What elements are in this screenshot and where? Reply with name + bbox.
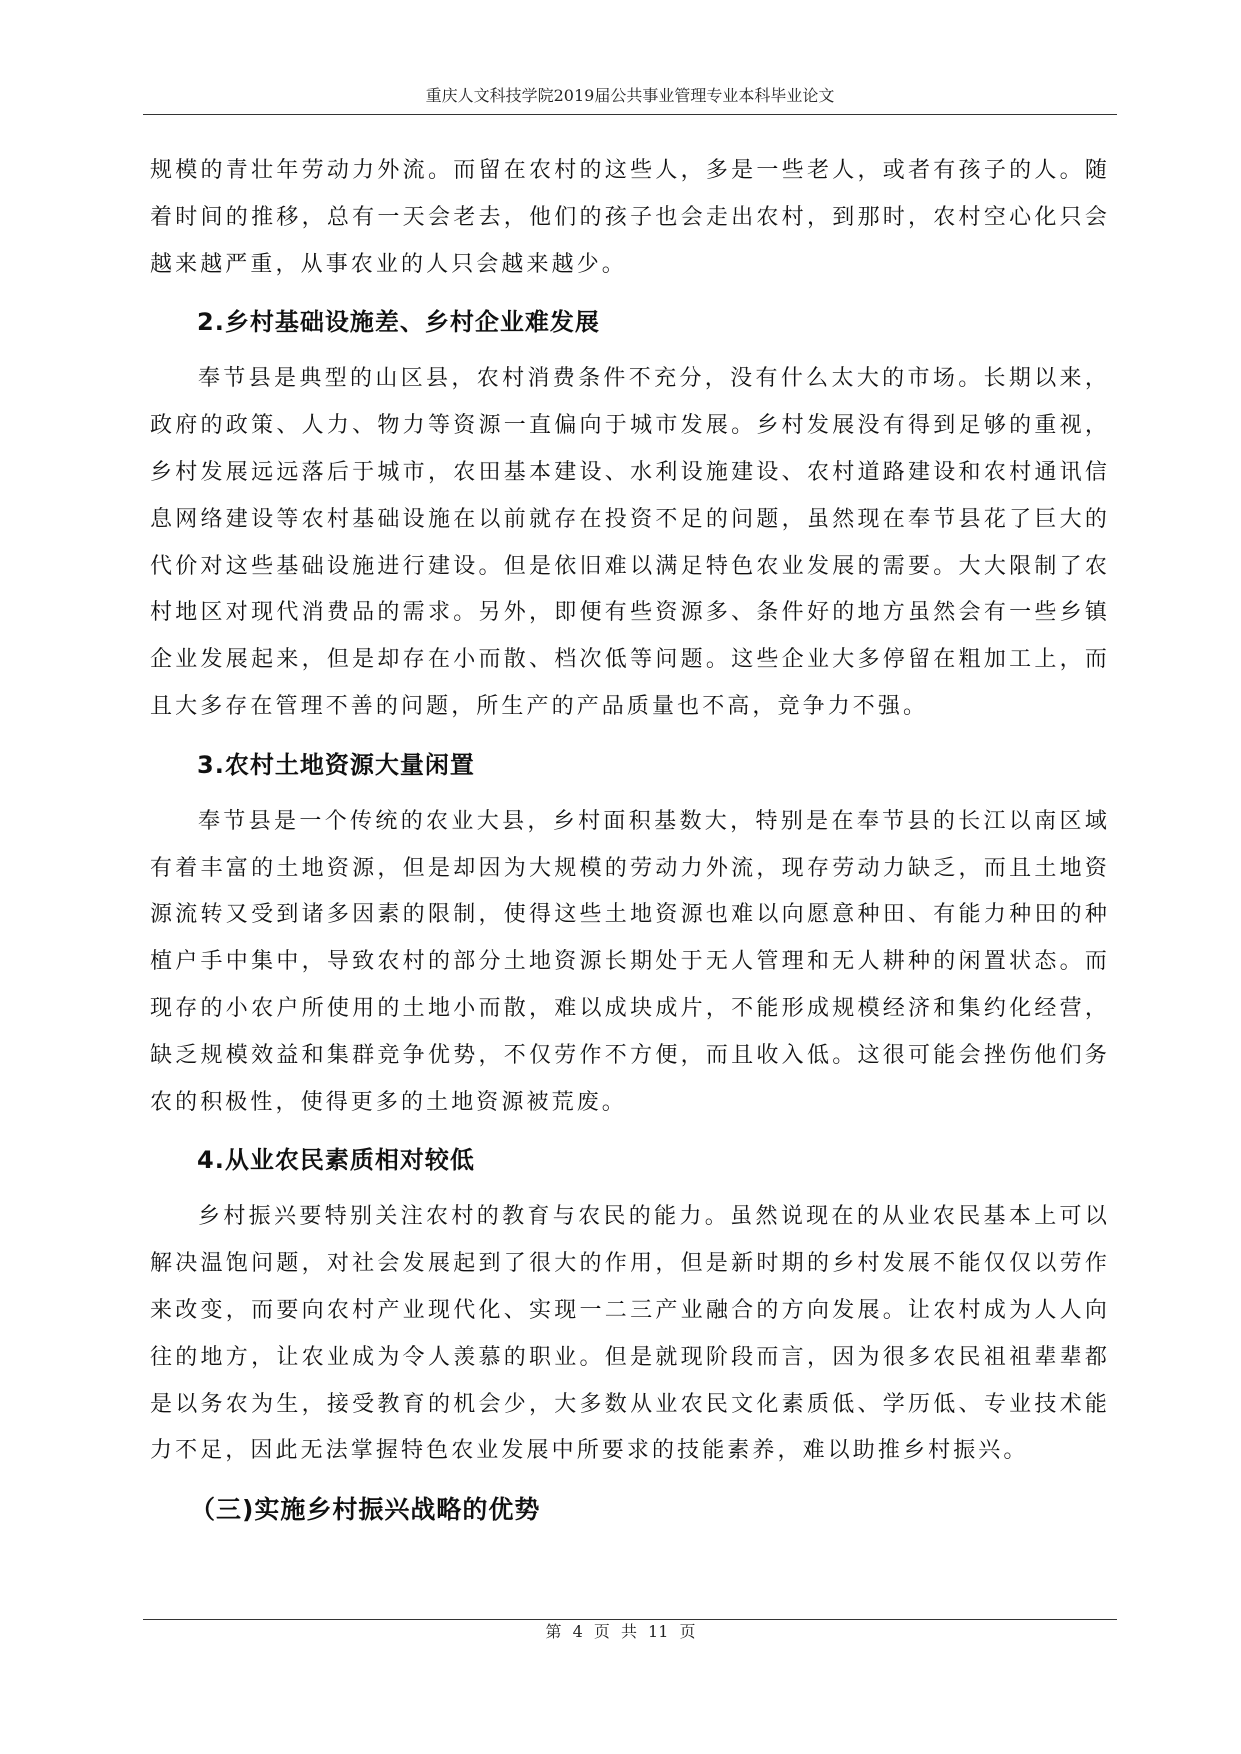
section-heading-advantages: （三)实施乡村振兴战略的优势: [190, 1495, 541, 1525]
page-header: 重庆人文科技学院2019届公共事业管理专业本科毕业论文: [143, 86, 1117, 115]
subheading-infrastructure: 2.乡村基础设施差、乡村企业难发展: [197, 308, 600, 337]
page-number-footer: 第 4 页 共 11 页: [545, 1622, 696, 1641]
footer-divider: [143, 1619, 1117, 1620]
paragraph-farmer-quality: 乡村振兴要特别关注农村的教育与农民的能力。虽然说现在的从业农民基本上可以解决温饱问题，对社会发展起到了很大的作用，但是新时期的乡村发展不能仅仅以劳作来改变，而要向农村产业现代化、实现一二三产业融合的方向发展。让农村成为人人向往的地方，让农业成为令人羡慕的职业。但是就现阶段而言，因为很多农民祖祖辈辈都是以务农为生，接受教育的机会少，大多数从业农民文化素质低、学历低、专业技术能力不足，因此无法掌握特色农业发展中所要求的技能素养，难以助推乡村振兴。: [150, 1204, 1110, 1464]
paragraph-infrastructure: 奉节县是典型的山区县，农村消费条件不充分，没有什么太大的市场。长期以来，政府的政策、人力、物力等资源一直偏向于城市发展。乡村发展没有得到足够的重视，乡村发展远远落后于城市，农田基本建设、水利设施建设、农村道路建设和农村通讯信息网络建设等农村基础设施在以前就存在投资不足的问题，虽然现在奉节县花了巨大的代价对这些基础设施进行建设。但是依旧难以满足特色农业发展的需要。大大限制了农村地区对现代消费品的需求。另外，即便有些资源多、条件好的地方虽然会有一些乡镇企业发展起来，但是却存在小而散、档次低等问题。这些企业大多停留在粗加工上，而且大多存在管理不善的问题，所生产的产品质量也不高，竞争力不强。: [150, 366, 1110, 719]
paragraph-continued: 规模的青壮年劳动力外流。而留在农村的这些人，多是一些老人，或者有孩子的人。随着时间的推移，总有一天会老去，他们的孩子也会走出农村，到那时，农村空心化只会越来越严重，从事农业的人只会越来越少。: [150, 158, 1110, 277]
paragraph-idle-land: 奉节县是一个传统的农业大县，乡村面积基数大，特别是在奉节县的长江以南区域有着丰富的土地资源，但是却因为大规模的劳动力外流，现存劳动力缺乏，而且土地资源流转又受到诸多因素的限制，使得这些土地资源也难以向愿意种田、有能力种田的种植户手中集中，导致农村的部分土地资源长期处于无人管理和无人耕种的闲置状态。而现存的小农户所使用的土地小而散，难以成块成片，不能形成规模经济和集约化经营，缺乏规模效益和集群竞争优势，不仅劳作不方便，而且收入低。这很可能会挫伤他们务农的积极性，使得更多的土地资源被荒废。: [150, 808, 1110, 1115]
subheading-idle-land: 3.农村土地资源大量闲置: [197, 750, 475, 779]
page-body: [150, 148, 1110, 1545]
subheading-farmer-quality: 4.从业农民素质相对较低: [197, 1146, 475, 1175]
